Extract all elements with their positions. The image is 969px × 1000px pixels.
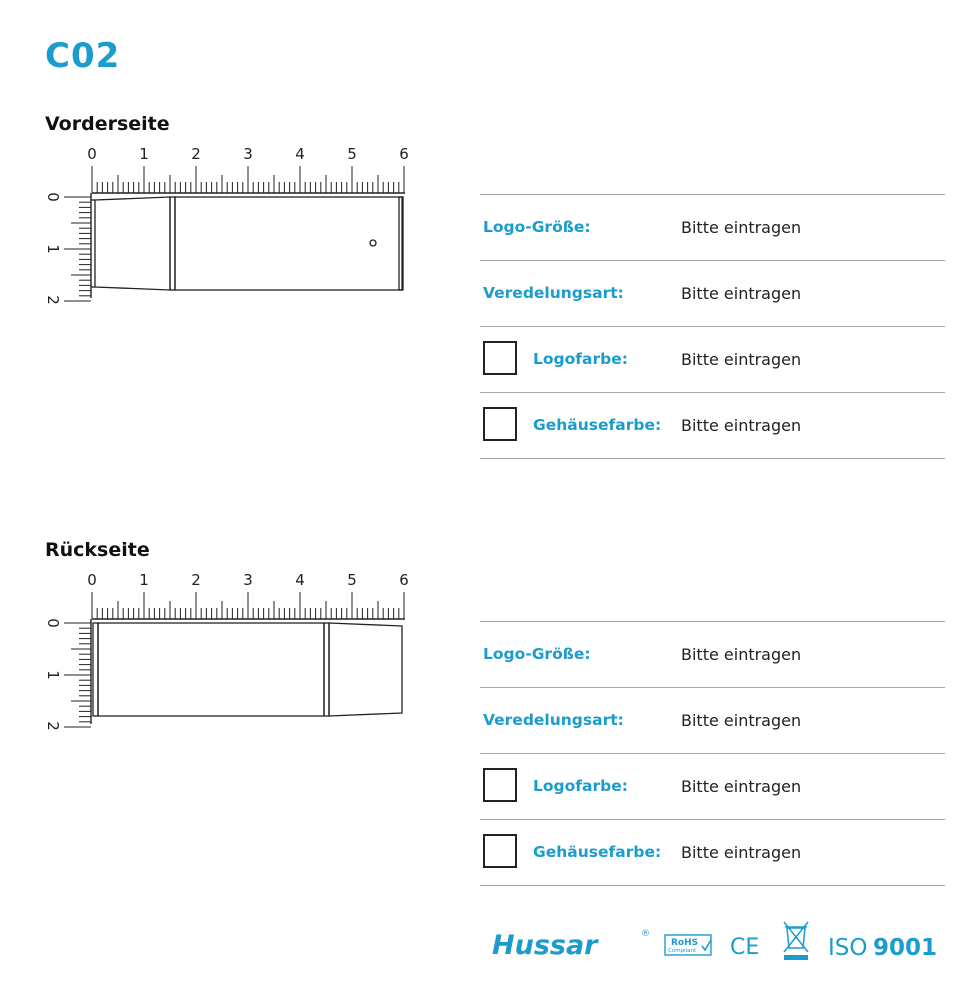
logo-color-swatch[interactable]: [483, 341, 517, 375]
front-usb-outline: [91, 197, 403, 290]
field-label: Gehäusefarbe:: [533, 416, 662, 434]
front-row-logo-color: [480, 326, 945, 392]
logo-size-input[interactable]: Bitte eintragen: [681, 218, 802, 237]
body-outline: [98, 623, 324, 716]
ruler-x-label-1: 1: [139, 145, 149, 163]
back-ruler-x: [92, 592, 405, 619]
section-title-back: Rückseite: [45, 539, 150, 561]
registered-mark: ®: [641, 929, 650, 939]
front-row-finishing: [480, 260, 945, 326]
hussar-logo: [492, 929, 650, 961]
ruler-y-label-0: 0: [44, 618, 62, 628]
cap-ring: [170, 197, 175, 290]
logo-size-input[interactable]: Bitte eintragen: [681, 645, 802, 664]
logo-color-input[interactable]: Bitte eintragen: [681, 777, 802, 796]
back-ruler-y-labels: [44, 618, 62, 731]
ruler-y-label-1: 1: [44, 244, 62, 254]
product-code: C02: [45, 36, 121, 76]
field-label: Logofarbe:: [533, 350, 628, 368]
cap-outline: [95, 197, 170, 290]
finishing-input[interactable]: Bitte eintragen: [681, 284, 802, 303]
ruler-x-label-4: 4: [295, 145, 305, 163]
front-row-housing-color: [480, 392, 945, 459]
svg-text:9001: 9001: [873, 935, 938, 961]
field-label: Gehäusefarbe:: [533, 843, 662, 861]
back-ruler-x-ticks: [92, 592, 404, 619]
svg-text:CE: CE: [730, 935, 760, 960]
weee-bin-icon: [784, 922, 808, 960]
housing-color-swatch[interactable]: [483, 407, 517, 441]
svg-text:Compliant: Compliant: [668, 948, 697, 954]
logo-color-input[interactable]: Bitte eintragen: [681, 350, 802, 369]
housing-color-input[interactable]: Bitte eintragen: [681, 843, 802, 862]
section-title-front: Vorderseite: [45, 113, 170, 135]
housing-color-swatch[interactable]: [483, 834, 517, 868]
ruler-x-label-6: 6: [399, 145, 409, 163]
front-ruler-x: [92, 166, 405, 193]
field-label: Veredelungsart:: [483, 284, 624, 302]
ruler-x-label-4: 4: [295, 571, 305, 589]
front-drawing: [40, 140, 420, 310]
back-usb-outline: [93, 623, 402, 716]
back-spec-form: [480, 621, 945, 886]
back-row-logo-color: [480, 753, 945, 819]
finishing-input[interactable]: Bitte eintragen: [681, 711, 802, 730]
svg-text:RoHS: RoHS: [671, 938, 699, 948]
front-ruler-x-ticks: [92, 166, 404, 193]
logo-color-swatch[interactable]: [483, 768, 517, 802]
ruler-x-label-5: 5: [347, 145, 357, 163]
front-ruler-x-labels: [87, 145, 409, 163]
keyring-hole: [370, 240, 376, 246]
brand-name: Hussar: [492, 930, 598, 961]
front-ruler-y-ticks: [64, 197, 91, 301]
cap-outline: [329, 623, 402, 716]
ruler-y-label-0: 0: [44, 192, 62, 202]
certification-footer: [490, 918, 940, 966]
field-label: Logo-Größe:: [483, 218, 591, 236]
cap-ring: [324, 623, 329, 716]
ce-mark-icon: [730, 935, 759, 960]
ruler-x-label-2: 2: [191, 145, 201, 163]
back-drawing: [40, 566, 420, 736]
back-row-housing-color: [480, 819, 945, 886]
ruler-x-label-5: 5: [347, 571, 357, 589]
front-ruler-y: [64, 193, 91, 301]
ruler-x-label-0: 0: [87, 145, 97, 163]
back-ruler-y: [64, 619, 91, 727]
front-ruler-y-labels: [44, 192, 62, 305]
back-ruler-y-ticks: [64, 623, 91, 727]
front-spec-form: [480, 194, 945, 459]
field-label: Veredelungsart:: [483, 711, 624, 729]
ruler-y-label-2: 2: [44, 721, 62, 731]
ruler-y-label-2: 2: [44, 295, 62, 305]
ruler-x-label-0: 0: [87, 571, 97, 589]
ruler-x-label-3: 3: [243, 571, 253, 589]
rohs-icon: [665, 935, 711, 955]
field-label: Logo-Größe:: [483, 645, 591, 663]
field-label: Logofarbe:: [533, 777, 628, 795]
back-ruler-x-labels: [87, 571, 409, 589]
ruler-x-label-1: 1: [139, 571, 149, 589]
back-row-finishing: [480, 687, 945, 753]
body-outline: [175, 197, 402, 290]
ruler-y-label-1: 1: [44, 670, 62, 680]
front-row-logo-size: [480, 194, 945, 260]
svg-text:ISO: ISO: [828, 935, 868, 961]
ruler-x-label-3: 3: [243, 145, 253, 163]
back-row-logo-size: [480, 621, 945, 687]
ruler-x-label-2: 2: [191, 571, 201, 589]
ruler-x-label-6: 6: [399, 571, 409, 589]
iso-9001-icon: [828, 935, 937, 961]
housing-color-input[interactable]: Bitte eintragen: [681, 416, 802, 435]
